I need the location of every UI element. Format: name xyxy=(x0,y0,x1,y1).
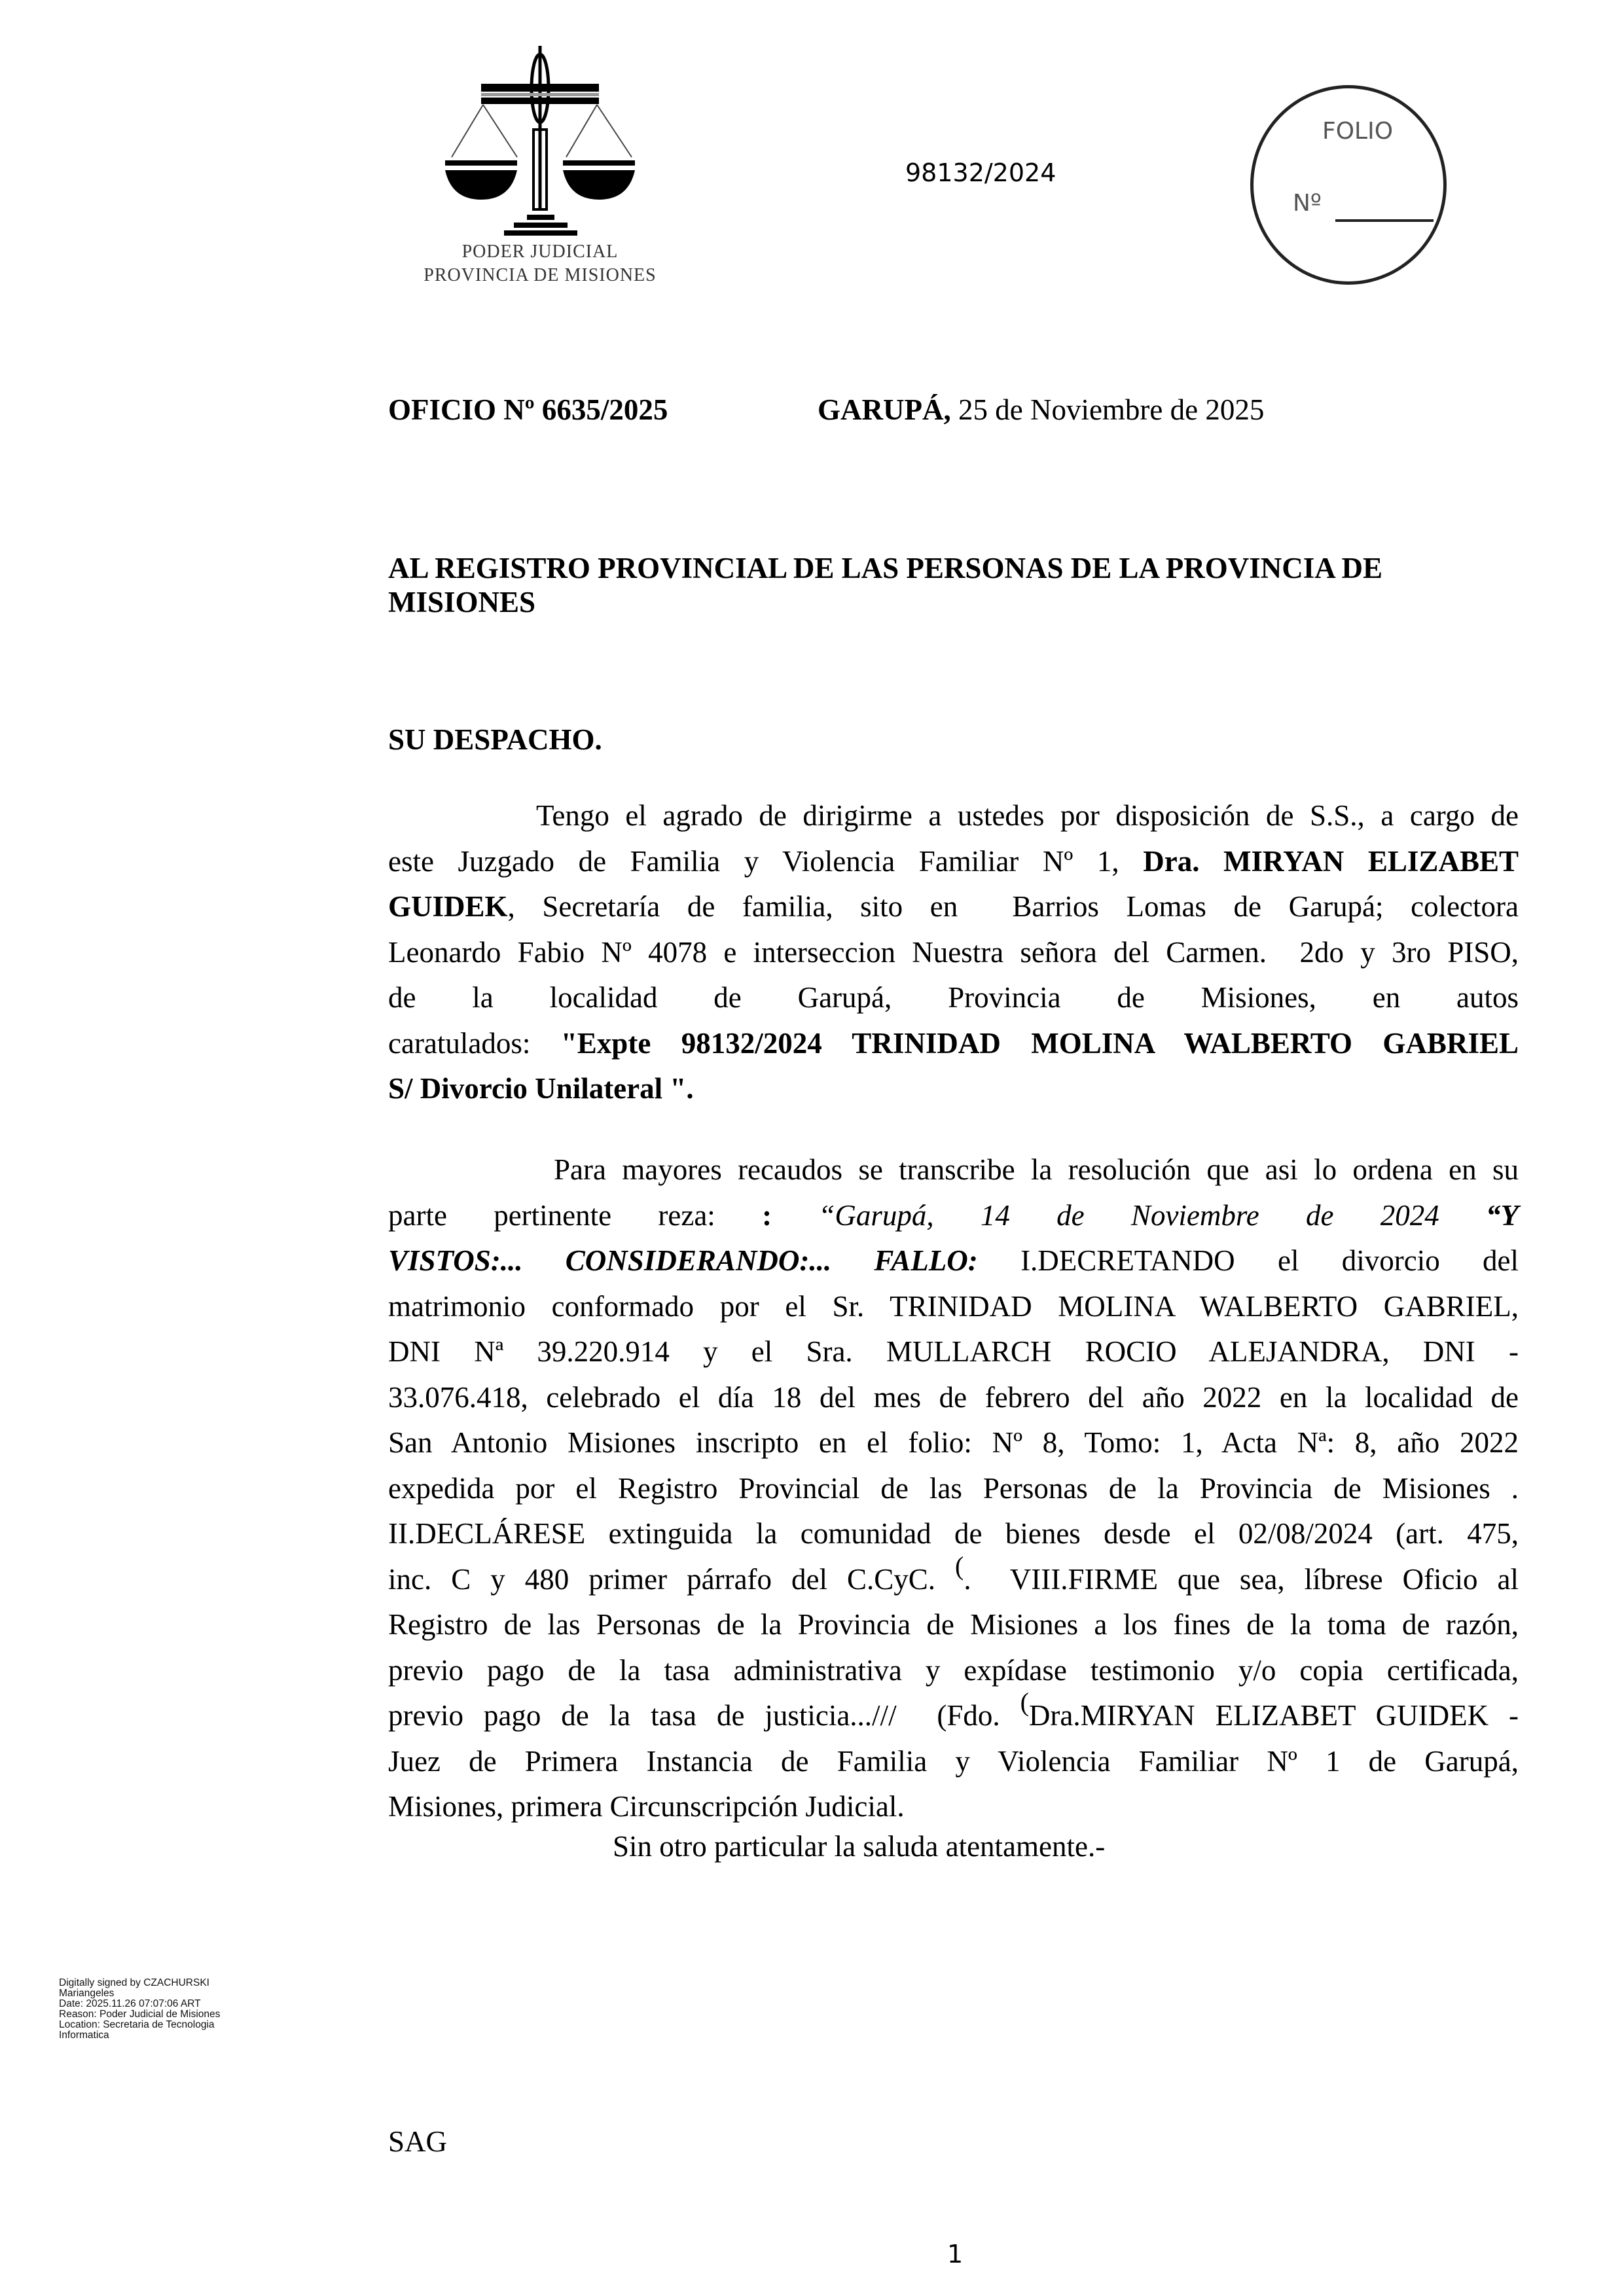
text-segment: Leonardo Fabio Nº 4078 e interseccion Nuestra señora del Carmen. 2do y 3ro PISO, xyxy=(388,935,1519,969)
text-segment: I.DECRETANDO el divorcio del xyxy=(977,1244,1519,1277)
oficio-place: GARUPÁ, xyxy=(818,393,951,426)
text-line xyxy=(388,1375,1519,1421)
text-line xyxy=(388,1648,1519,1694)
folio-number-blank xyxy=(1335,219,1434,222)
oficio-date-line xyxy=(818,393,1264,427)
text-segment: Misiones, primera Circunscripción Judicial. xyxy=(388,1790,905,1823)
signature-line: Reason: Poder Judicial de Misiones xyxy=(59,2009,221,2020)
text-segment: VISTOS:... CONSIDERANDO:... FALLO: xyxy=(388,1244,978,1277)
text-segment: Para mayores recaudos se transcribe la resolución que asi lo ordena en su xyxy=(554,1153,1519,1186)
text-line xyxy=(388,1511,1519,1557)
folio-stamp xyxy=(1250,85,1447,285)
logo-line-1: PODER JUDICIAL xyxy=(461,242,619,262)
text-segment: II.DECLÁRESE extinguida la comunidad de bienes desde el 02/08/2024 (art. 475, xyxy=(388,1517,1519,1550)
text-line xyxy=(388,1551,1519,1603)
text-line xyxy=(388,1687,1519,1739)
closing-line: Sin otro particular la saluda atentamente.- xyxy=(613,1830,1106,1863)
text-segment: Dra.MIRYAN ELIZABET GUIDEK - xyxy=(1028,1699,1519,1732)
logo-line-2: PROVINCIA DE MISIONES xyxy=(424,265,657,285)
text-line xyxy=(388,1329,1519,1375)
text-line xyxy=(388,1784,1519,1830)
text-segment: parte pertinente reza: xyxy=(388,1198,763,1232)
text-line xyxy=(388,1021,1519,1067)
text-line xyxy=(388,1602,1519,1648)
oficio-number: OFICIO Nº 6635/2025 xyxy=(388,393,668,426)
text-line xyxy=(388,884,1519,930)
text-segment: Dra. MIRYAN ELIZABET xyxy=(1143,844,1519,878)
text-line xyxy=(388,1066,1519,1112)
signature-line: Date: 2025.11.26 07:07:06 ART xyxy=(59,1998,201,2009)
initials: SAG xyxy=(388,2125,448,2158)
text-segment: ( xyxy=(1020,1687,1029,1717)
scales-of-justice-icon xyxy=(399,39,681,236)
signature-line: Informatica xyxy=(59,2030,109,2041)
text-segment: previo pago de la tasa de justicia.../// (Fdo. xyxy=(388,1699,1020,1732)
page-number: 1 xyxy=(947,2240,964,2269)
text-segment: , Secretaría de familia, sito en Barrios Lomas de Garupá; colectora xyxy=(507,890,1519,923)
text-segment: previo pago de la tasa administrativa y expídase testimonio y/o copia certificada, xyxy=(388,1653,1519,1687)
text-segment: GUIDEK xyxy=(388,890,508,923)
folio-label: FOLIO xyxy=(1322,118,1394,145)
text-segment: DNI Nª 39.220.914 y el Sra. MULLARCH ROCIO ALEJANDRA, DNI - xyxy=(388,1335,1519,1368)
text-segment: ( xyxy=(955,1551,964,1581)
text-line xyxy=(388,1420,1519,1466)
text-segment: caratulados: xyxy=(388,1026,561,1060)
text-segment: expedida por el Registro Provincial de las Personas de la Provincia de Misiones . xyxy=(388,1471,1519,1505)
text-segment: de la localidad de Garupá, Provincia de Misiones, en autos xyxy=(388,981,1519,1014)
text-line xyxy=(388,930,1519,976)
paragraph-1 xyxy=(388,793,1519,1112)
text-segment: . VIII.FIRME que sea, líbrese Oficio al xyxy=(964,1562,1519,1596)
text-segment: : xyxy=(762,1198,772,1232)
text-segment: S/ Divorcio Unilateral ". xyxy=(388,1072,694,1105)
text-segment: Juez de Primera Instancia de Familia y Violencia Familiar Nº 1 de Garupá, xyxy=(388,1744,1519,1778)
text-line xyxy=(388,975,1519,1021)
su-despacho: SU DESPACHO. xyxy=(388,723,602,756)
text-segment: “Y xyxy=(1486,1198,1519,1232)
text-line xyxy=(388,793,1519,839)
signature-line: Location: Secretaria de Tecnologia xyxy=(59,2019,215,2030)
text-line xyxy=(388,1238,1519,1284)
text-segment: San Antonio Misiones inscripto en el folio: Nº 8, Tomo: 1, Acta Nª: 8, año 2022 xyxy=(388,1426,1519,1459)
text-line xyxy=(388,1193,1519,1239)
signature-line: Mariangeles xyxy=(59,1988,115,1999)
poder-judicial-logo xyxy=(399,39,681,295)
text-segment: este Juzgado de Familia y Violencia Familiar Nº 1, xyxy=(388,844,1144,878)
paragraph-2 xyxy=(388,1147,1519,1830)
expediente-number: 98132/2024 xyxy=(905,158,1056,187)
text-line xyxy=(388,839,1519,885)
text-segment: Tengo el agrado de dirigirme a ustedes por disposición de S.S., a cargo de xyxy=(536,799,1519,832)
text-line xyxy=(388,1466,1519,1512)
digital-signature-block xyxy=(59,1978,220,2041)
signature-line: Digitally signed by CZACHURSKI xyxy=(59,1977,209,1988)
text-line xyxy=(388,1147,1519,1193)
text-segment: “Garupá, 14 de Noviembre de 2024 xyxy=(772,1198,1486,1232)
text-line xyxy=(388,1284,1519,1330)
folio-number-label: Nº xyxy=(1293,190,1322,217)
text-segment: inc. C y 480 primer párrafo del C.CyC. xyxy=(388,1562,956,1596)
addressee-line-2: MISIONES xyxy=(388,586,536,619)
oficio-date: 25 de Noviembre de 2025 xyxy=(950,393,1265,426)
text-segment: matrimonio conformado por el Sr. TRINIDAD MOLINA WALBERTO GABRIEL, xyxy=(388,1289,1519,1323)
text-segment: "Expte 98132/2024 TRINIDAD MOLINA WALBERTO GABRIEL xyxy=(560,1026,1519,1060)
text-line xyxy=(388,1739,1519,1785)
addressee-line-1: AL REGISTRO PROVINCIAL DE LAS PERSONAS DE LA PROVINCIA DE xyxy=(388,552,1383,584)
text-segment: 33.076.418, celebrado el día 18 del mes de febrero del año 2022 en la localidad de xyxy=(388,1380,1519,1414)
text-segment: Registro de las Personas de la Provincia de Misiones a los fines de la toma de razón, xyxy=(388,1608,1519,1641)
